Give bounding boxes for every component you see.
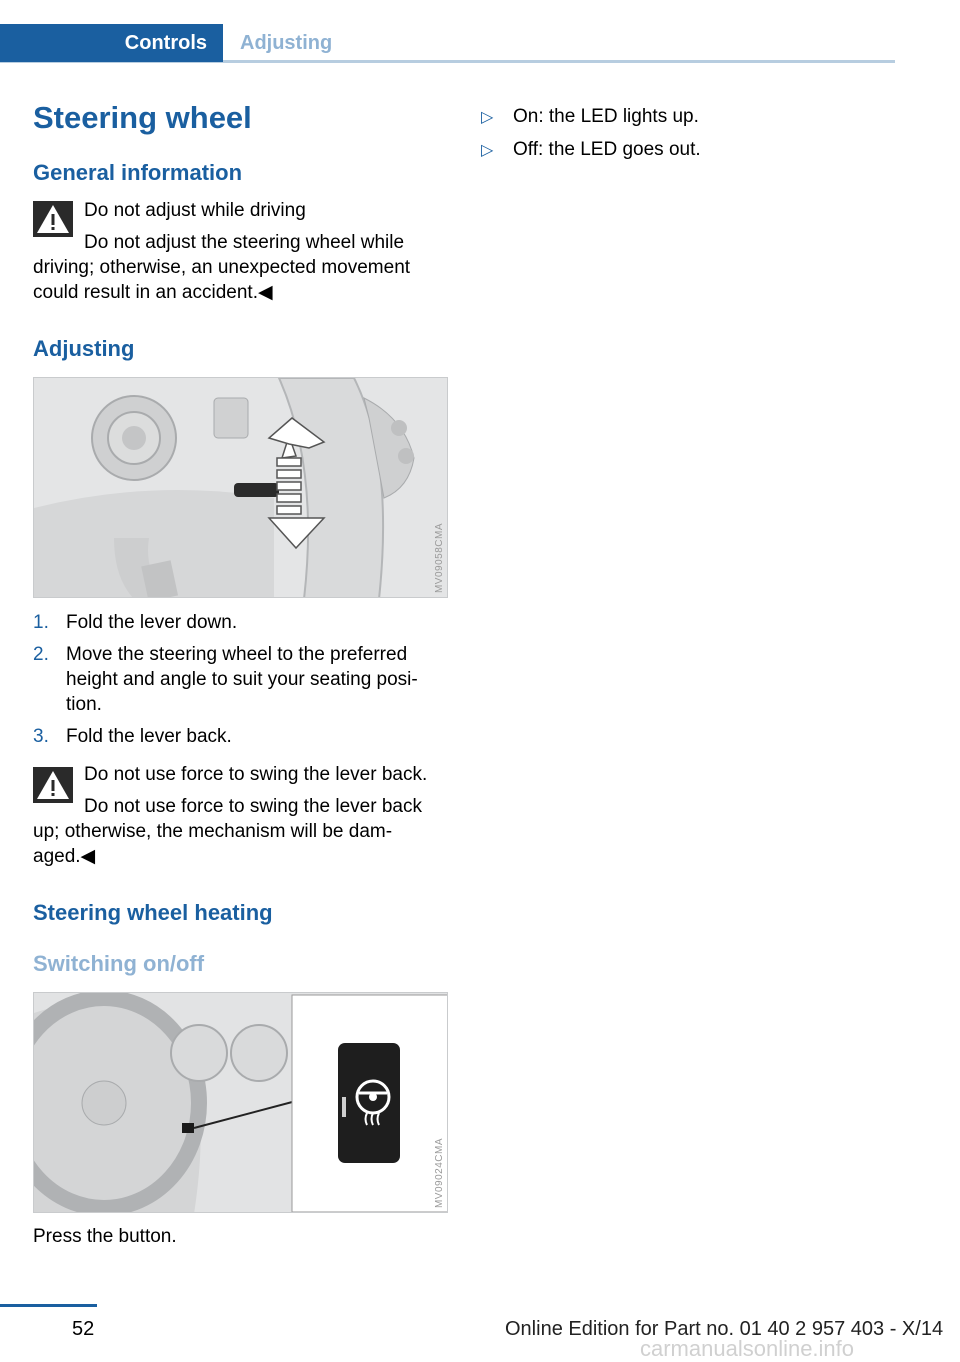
section-tab-adjusting[interactable]: Adjusting [240,31,333,54]
general-information-heading: General information [33,160,243,185]
image-code: MV09024CMA [434,1137,445,1208]
dashboard-drawing [34,993,448,1213]
page-header [0,24,895,62]
step-text: Fold the lever down. [66,612,238,633]
step-text: tion. [66,694,102,715]
warning-icon [33,201,73,237]
page-title: Steering wheel [33,100,252,135]
step-text: Fold the lever back. [66,726,232,747]
step-text: Move the steering wheel to the preferred [66,644,408,665]
switching-on-off-heading: Switching on/off [33,951,205,976]
warning1-title: Do not adjust while driving [84,200,306,221]
press-button-text: Press the button. [33,1226,177,1247]
step-number: 3. [33,726,49,747]
bullet-text: On: the LED lights up. [513,106,699,127]
warning2-body-line: aged.◀ [33,846,96,867]
warning1-body-line: driving; otherwise, an unexpected movement [33,257,411,278]
warning1-body-line: Do not adjust the steering wheel while [84,232,405,253]
page-number: 52 [72,1318,95,1340]
step-number: 1. [33,612,49,633]
steering-column-drawing [34,378,448,598]
bullet-triangle-icon: ▷ [481,142,494,159]
step-text: height and angle to suit your seating posi‐ [66,669,418,690]
watermark: carmanualsonline.info [640,1336,855,1361]
heating-button-illustration [33,992,448,1213]
bullet-triangle-icon: ▷ [481,109,494,126]
adjusting-heading: Adjusting [33,336,135,361]
section-tab-controls[interactable]: Controls [0,24,223,62]
steering-lever-illustration [33,377,448,598]
edition-text: Online Edition for Part no. 01 40 2 957 403 - X/14 [505,1318,944,1340]
warning-icon [33,767,73,803]
steering-wheel-heating-heading: Steering wheel heating [33,900,273,925]
warning2-title: Do not use force to swing the lever back. [84,764,428,785]
warning2-body-line: up; otherwise, the mechanism will be dam‐ [33,821,393,842]
footer-rule [0,1304,97,1307]
image-code: MV09058CMA [434,522,445,593]
warning1-body-line: could result in an accident.◀ [33,282,273,303]
warning2-body-line: Do not use force to swing the lever back [84,796,422,817]
step-number: 2. [33,644,49,665]
bullet-text: Off: the LED goes out. [513,139,701,160]
